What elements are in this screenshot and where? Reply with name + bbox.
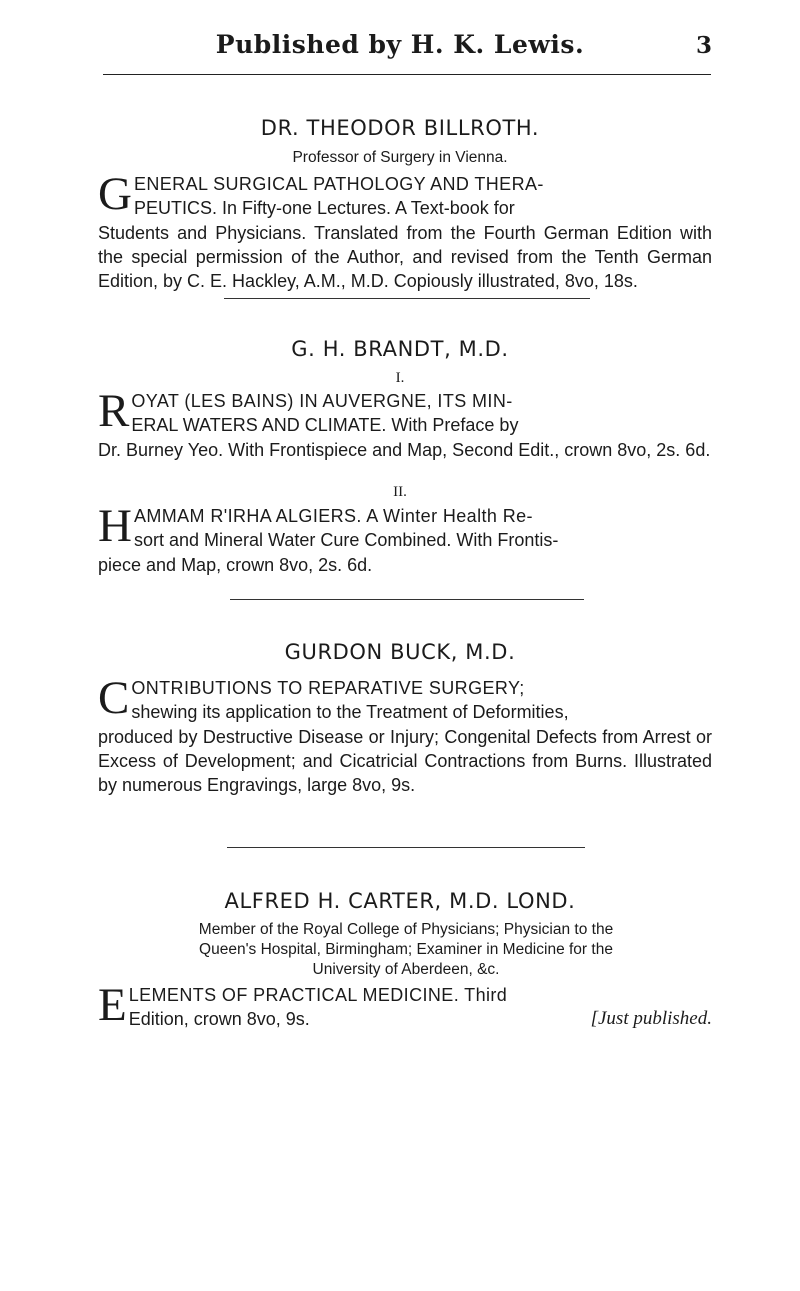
author-subtitle: Member of the Royal College of Physicians; Physician to the Queen's Hospital, Birmingham; Examiner in Medicine for the University of Aberdeen, &c. (198, 921, 614, 978)
book-entry (98, 168, 712, 293)
section-divider (224, 298, 590, 299)
page-number: 3 (695, 32, 712, 59)
section-divider (230, 599, 584, 600)
entry-edition: Edition, crown 8vo, 9s. (128, 1009, 310, 1030)
book-entry (98, 672, 712, 797)
entry-description: Students and Physicians. Translated from the Fourth German Edition with the special permission of the Author, and revised from the Tenth German Edition, by C. E. Hackley, A.M., M.D. Copiously illustrated, 8vo, 18s. (98, 222, 712, 292)
drop-cap: H (98, 500, 132, 552)
entry-title-line: ONTRIBUTIONS TO REPARATIVE SURGERY; (131, 678, 525, 698)
running-header (0, 26, 800, 66)
drop-cap: G (98, 168, 132, 220)
entry-title-line: OYAT (LES BAINS) IN AUVERGNE, ITS MIN- (131, 391, 513, 411)
drop-cap: E (98, 979, 127, 1031)
entry-title-line: shewing its application to the Treatment of Deformities, (131, 702, 569, 723)
entry-title-line: ERAL WATERS AND CLIMATE. With Preface by (131, 415, 519, 436)
entry-description: produced by Destructive Disease or Injury; Congenital Defects from Arrest or Excess of Development; and Cicatricial Contractions from Burns. Illustrated by numerous Engravings, large 8vo, 9s. (98, 726, 712, 796)
entry-description: Dr. Burney Yeo. With Frontispiece and Map, Second Edit., crown 8vo, 2s. 6d. (98, 439, 711, 460)
author-subtitle: Professor of Surgery in Vienna. (292, 149, 508, 166)
entry-title-line: ENERAL SURGICAL PATHOLOGY AND THERA- (133, 174, 544, 194)
header-rule (103, 74, 711, 75)
entry-description: piece and Map, crown 8vo, 2s. 6d. (98, 554, 373, 575)
entry-title-line: AMMAM R'IRHA ALGIERS. A Winter Health Re- (133, 506, 533, 526)
section-divider (227, 847, 585, 848)
drop-cap: R (98, 385, 130, 437)
entry-title-line: LEMENTS OF PRACTICAL MEDICINE. Third (128, 985, 508, 1005)
entry-title-line (98, 1007, 712, 1031)
drop-cap: C (98, 672, 130, 724)
author-heading: DR. THEODOR BILLROTH. (260, 116, 540, 140)
author-heading: G. H. BRANDT, M.D. (291, 337, 509, 361)
book-entry (98, 500, 712, 577)
entry-numeral: II. (393, 484, 407, 500)
author-heading: GURDON BUCK, M.D. (284, 640, 516, 664)
author-heading: ALFRED H. CARTER, M.D. LOND. (224, 889, 576, 913)
page-header-title: Published by H. K. Lewis. (215, 30, 585, 59)
publication-tag: [Just published. (590, 1008, 712, 1030)
book-entry (98, 979, 712, 1032)
entry-numeral: I. (395, 370, 405, 386)
book-entry (98, 385, 712, 462)
entry-title-line: sort and Mineral Water Cure Combined. With Frontis- (133, 530, 559, 551)
entry-title-line: PEUTICS. In Fifty-one Lectures. A Text-book for (133, 198, 515, 219)
